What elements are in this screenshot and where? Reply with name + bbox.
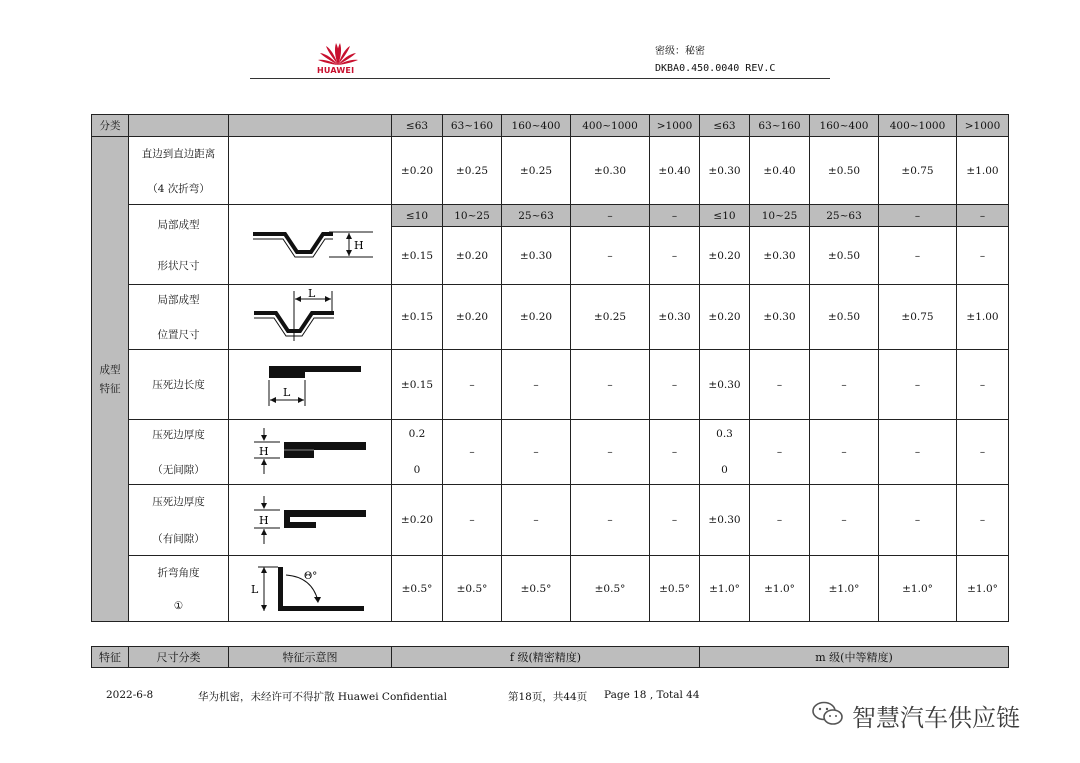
- value-cell: –: [750, 420, 810, 485]
- value-cell: –: [810, 350, 879, 420]
- diagram-cell: [229, 285, 392, 350]
- range-cell: 63~160: [750, 115, 810, 137]
- category-cell: [92, 137, 129, 622]
- table-row: [92, 420, 1009, 485]
- sub-range-cell: ≤10: [392, 205, 443, 227]
- value-cell: –: [571, 485, 650, 556]
- value-cell: –: [443, 485, 502, 556]
- value-cell: ±0.40: [650, 137, 700, 205]
- security-level: 密级：秘密: [655, 46, 705, 57]
- value-cell: ±0.20: [392, 137, 443, 205]
- table-row: [92, 350, 1009, 420]
- sub-range-row: [92, 205, 1009, 227]
- value-cell: ±0.5°: [443, 556, 502, 622]
- value-cell: –: [957, 485, 1009, 556]
- value-cell: ±0.50: [810, 285, 879, 350]
- diagram-cell: [229, 420, 392, 485]
- diagram-cell: [229, 205, 392, 285]
- bend-angle-diagram: [248, 561, 372, 617]
- tolerance-table: [91, 114, 1009, 622]
- feature-name-cell: [129, 556, 229, 622]
- value-cell: –: [810, 420, 879, 485]
- feature-note: （有间隙）: [152, 533, 205, 545]
- value-cell: ±0.20: [700, 227, 750, 285]
- local-position-diagram: [250, 289, 370, 345]
- value-cell: ±1.0°: [957, 556, 1009, 622]
- value-cell: –: [957, 227, 1009, 285]
- feature-note: （无间隙）: [152, 464, 205, 476]
- feature-name-cell: [129, 350, 229, 420]
- value-cell: –: [879, 227, 957, 285]
- value-cell: –: [957, 350, 1009, 420]
- feature-header: 特征: [92, 647, 129, 668]
- value-cell: [392, 420, 443, 485]
- diagram-cell-empty: [229, 137, 392, 205]
- value-cell: –: [443, 420, 502, 485]
- header-divider: [250, 78, 830, 79]
- brand-name: HUAWEI: [317, 66, 355, 75]
- value-cell: ±1.0°: [810, 556, 879, 622]
- value-cell: ±0.30: [750, 285, 810, 350]
- f-grade-header: f 级(精密精度): [392, 647, 700, 668]
- hem-no-gap-diagram: [250, 426, 370, 478]
- footer-date: 2022-6-8: [106, 689, 154, 701]
- value-line: 0.2: [408, 428, 426, 440]
- blank-header: [129, 115, 229, 137]
- sub-range-cell: –: [571, 205, 650, 227]
- value-cell: ±0.30: [750, 227, 810, 285]
- sub-range-cell: 25~63: [810, 205, 879, 227]
- diagram-label-l: L: [308, 289, 316, 300]
- value-cell: –: [502, 350, 571, 420]
- value-cell: ±0.5°: [571, 556, 650, 622]
- feature-name: 局部成型: [157, 294, 200, 306]
- value-cell: –: [502, 485, 571, 556]
- sub-range-cell: ≤10: [700, 205, 750, 227]
- value-cell: ±0.50: [810, 227, 879, 285]
- column-header-table: [91, 646, 1009, 668]
- value-cell: –: [571, 227, 650, 285]
- value-cell: ±1.00: [957, 285, 1009, 350]
- value-cell: ±0.5°: [650, 556, 700, 622]
- value-cell: ±0.15: [392, 350, 443, 420]
- value-cell: ±0.30: [650, 285, 700, 350]
- sub-range-cell: –: [879, 205, 957, 227]
- value-cell: ±1.0°: [879, 556, 957, 622]
- range-cell: ≤63: [392, 115, 443, 137]
- value-cell: ±1.0°: [700, 556, 750, 622]
- sub-range-cell: 10~25: [443, 205, 502, 227]
- sub-range-cell: –: [957, 205, 1009, 227]
- value-cell: –: [650, 227, 700, 285]
- diagram-label-l: L: [251, 582, 259, 596]
- value-cell: ±0.75: [879, 285, 957, 350]
- value-cell: [700, 420, 750, 485]
- table-row: [92, 285, 1009, 350]
- value-cell: ±0.50: [810, 137, 879, 205]
- range-cell: 160~400: [810, 115, 879, 137]
- feature-name-cell: [129, 285, 229, 350]
- range-header-row: [92, 115, 1009, 137]
- value-cell: ±0.5°: [502, 556, 571, 622]
- value-cell: ±1.00: [957, 137, 1009, 205]
- value-cell: ±0.25: [571, 285, 650, 350]
- blank-header: [229, 115, 392, 137]
- value-cell: ±0.40: [750, 137, 810, 205]
- range-cell: >1000: [650, 115, 700, 137]
- m-grade-header: m 级(中等精度): [700, 647, 1009, 668]
- table-row: [92, 556, 1009, 622]
- value-cell: ±0.15: [392, 285, 443, 350]
- feature-name-cell: [129, 137, 229, 205]
- value-cell: ±0.20: [392, 485, 443, 556]
- value-cell: ±0.20: [700, 285, 750, 350]
- value-cell: ±0.20: [443, 285, 502, 350]
- value-cell: –: [957, 420, 1009, 485]
- value-cell: ±0.20: [443, 227, 502, 285]
- category-label: 特征: [99, 383, 121, 395]
- category-label: 成型: [99, 364, 121, 376]
- value-cell: –: [571, 420, 650, 485]
- feature-name-cell: [129, 420, 229, 485]
- hem-with-gap-diagram: [250, 494, 370, 546]
- value-cell: ±0.20: [502, 285, 571, 350]
- value-cell: ±0.30: [571, 137, 650, 205]
- feature-name-cell: [129, 485, 229, 556]
- value-line: 0: [721, 464, 728, 476]
- feature-name: 折弯角度: [157, 567, 200, 579]
- value-line: 0.3: [716, 428, 733, 440]
- feature-note: ①: [173, 600, 184, 612]
- footer-page-cn: 第18页，共44页: [508, 691, 588, 703]
- diagram-cell: [229, 350, 392, 420]
- value-cell: –: [810, 485, 879, 556]
- size-class-header: 尺寸分类: [129, 647, 229, 668]
- value-cell: ±0.25: [502, 137, 571, 205]
- value-cell: –: [750, 485, 810, 556]
- value-cell: ±0.30: [700, 485, 750, 556]
- value-cell: –: [879, 485, 957, 556]
- range-cell: ≤63: [700, 115, 750, 137]
- value-line: 0: [413, 464, 421, 476]
- diagram-cell: [229, 485, 392, 556]
- diagram-cell: [229, 556, 392, 622]
- value-cell: –: [750, 350, 810, 420]
- footer-page-en: Page 18 , Total 44: [604, 689, 700, 701]
- value-cell: ±0.5°: [392, 556, 443, 622]
- table-row: [92, 485, 1009, 556]
- watermark-text: 智慧汽车供应链: [852, 704, 1020, 732]
- diagram-label-l: L: [283, 385, 291, 399]
- feature-name: 形状尺寸: [157, 259, 200, 272]
- value-cell: –: [650, 485, 700, 556]
- value-cell: ±0.30: [700, 350, 750, 420]
- value-cell: –: [650, 350, 700, 420]
- value-cell: –: [650, 420, 700, 485]
- value-cell: ±0.75: [879, 137, 957, 205]
- sub-range-cell: 10~25: [750, 205, 810, 227]
- value-cell: –: [571, 350, 650, 420]
- wechat-icon: [810, 700, 846, 726]
- value-cell: –: [443, 350, 502, 420]
- sub-range-cell: –: [650, 205, 700, 227]
- table-row: [92, 137, 1009, 205]
- value-cell: –: [502, 420, 571, 485]
- footer-confidential: 华为机密，未经许可不得扩散 Huawei Confidential: [198, 691, 447, 703]
- diagram-label-h: H: [259, 445, 269, 458]
- value-cell: –: [879, 350, 957, 420]
- range-cell: 160~400: [502, 115, 571, 137]
- feature-name: 压死边厚度: [152, 496, 205, 508]
- feature-name: 位置尺寸: [157, 329, 200, 341]
- value-cell: ±0.25: [443, 137, 502, 205]
- hem-length-diagram: [255, 360, 365, 410]
- value-cell: ±0.30: [700, 137, 750, 205]
- value-cell: ±0.30: [502, 227, 571, 285]
- range-cell: 63~160: [443, 115, 502, 137]
- value-cell: –: [879, 420, 957, 485]
- local-shape-diagram: [245, 220, 375, 270]
- range-cell: >1000: [957, 115, 1009, 137]
- range-cell: 400~1000: [571, 115, 650, 137]
- value-cell: ±1.0°: [750, 556, 810, 622]
- feature-note: （4 次折弯）: [147, 182, 210, 195]
- feature-name: 压死边厚度: [152, 429, 205, 441]
- sub-range-cell: 25~63: [502, 205, 571, 227]
- diagram-header: 特征示意图: [229, 647, 392, 668]
- document-number: DKBA0.450.0040 REV.C: [655, 63, 776, 74]
- feature-name: 直边到直边距离: [141, 147, 216, 160]
- value-cell: ±0.15: [392, 227, 443, 285]
- feature-name: 局部成型: [157, 218, 200, 231]
- diagram-label-h: H: [354, 238, 364, 252]
- diagram-label-theta: Θ°: [304, 570, 318, 582]
- feature-name: 压死边长度: [152, 379, 205, 391]
- range-cell: 400~1000: [879, 115, 957, 137]
- feature-name-cell: [129, 205, 229, 285]
- category-header: 分类: [92, 115, 129, 137]
- diagram-label-h: H: [259, 514, 269, 527]
